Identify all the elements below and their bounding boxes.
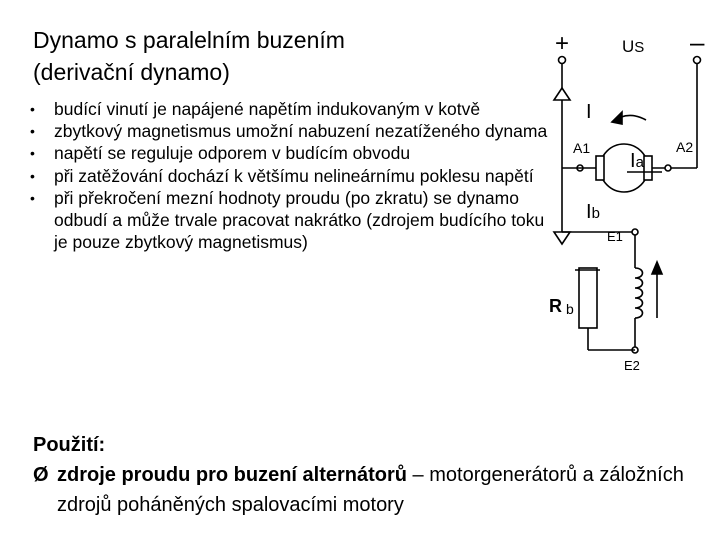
bullet-text: při překročení mezní hodnoty proudu (po zkratu) se dynamo odbudí a může trvale pracovat nakrátko (zdrojem budícího toku je pouze zbytkový magnetismus) bbox=[54, 187, 545, 253]
bullet-dot: • bbox=[30, 101, 35, 117]
arrow-bullet-icon: Ø bbox=[33, 464, 49, 486]
bullet-text: budící vinutí je napájené napětím indukovaným v kotvě bbox=[54, 99, 481, 119]
usage-bold-text: zdroje proudu pro buzení alternátorů bbox=[57, 464, 407, 486]
a1-label: A1 bbox=[573, 140, 591, 156]
resistor-label bbox=[549, 296, 574, 317]
brush-right bbox=[644, 156, 652, 180]
bullet-dot: • bbox=[30, 145, 35, 162]
flux-arrowhead bbox=[652, 262, 662, 274]
field-current-symbol: I bbox=[586, 201, 592, 223]
a2-terminal bbox=[665, 165, 671, 171]
minus-label: – bbox=[690, 27, 705, 57]
bullet-text: napětí se reguluje odporem v budícím obvodu bbox=[54, 143, 411, 164]
voltage-subscript: S bbox=[634, 39, 645, 56]
rotation-arrowhead bbox=[612, 112, 622, 124]
title-line-2: (derivační dynamo) bbox=[33, 59, 230, 85]
armature-current-label bbox=[630, 150, 645, 172]
armature-current-subscript: a bbox=[635, 154, 644, 171]
field-current-arrow bbox=[554, 232, 570, 244]
resistor-subscript: b bbox=[566, 301, 574, 317]
bullet-text: při zatěžování dochází k většímu nelineárnímu poklesu napětí bbox=[54, 165, 534, 186]
usage-item bbox=[33, 460, 713, 520]
usage-rest-text: – motorgenerátorů a záložních zdrojů poháněných spalovacími motory bbox=[57, 464, 684, 516]
usage-section bbox=[33, 430, 713, 520]
bullet-dot: • bbox=[30, 123, 35, 140]
resistor-rb bbox=[579, 268, 597, 328]
bullet-dot: • bbox=[30, 167, 35, 184]
minus-terminal bbox=[694, 57, 701, 64]
usage-heading: Použití: bbox=[33, 434, 106, 456]
voltage-symbol: U bbox=[622, 37, 635, 56]
e1-terminal bbox=[632, 229, 638, 235]
a2-label: A2 bbox=[676, 139, 694, 155]
bullet-dot: • bbox=[30, 189, 35, 206]
field-current-label bbox=[586, 201, 600, 223]
armature-current-symbol: I bbox=[630, 150, 636, 172]
brush-left bbox=[596, 156, 604, 180]
bullet-text: zbytkový magnetismus umožní nabuzení nezatíženého dynama bbox=[54, 121, 548, 142]
resistor-symbol: R bbox=[549, 296, 562, 316]
e2-label: E2 bbox=[624, 358, 640, 373]
current-arrow-up bbox=[554, 88, 570, 100]
e1-label: E1 bbox=[607, 229, 623, 244]
voltage-label bbox=[622, 37, 644, 56]
field-current-subscript: b bbox=[591, 205, 600, 222]
current-label: I bbox=[586, 101, 592, 123]
plus-terminal bbox=[559, 57, 566, 64]
field-coil bbox=[635, 268, 643, 318]
title-line-1: Dynamo s paralelním buzením bbox=[33, 27, 345, 53]
plus-label: + bbox=[555, 30, 570, 57]
